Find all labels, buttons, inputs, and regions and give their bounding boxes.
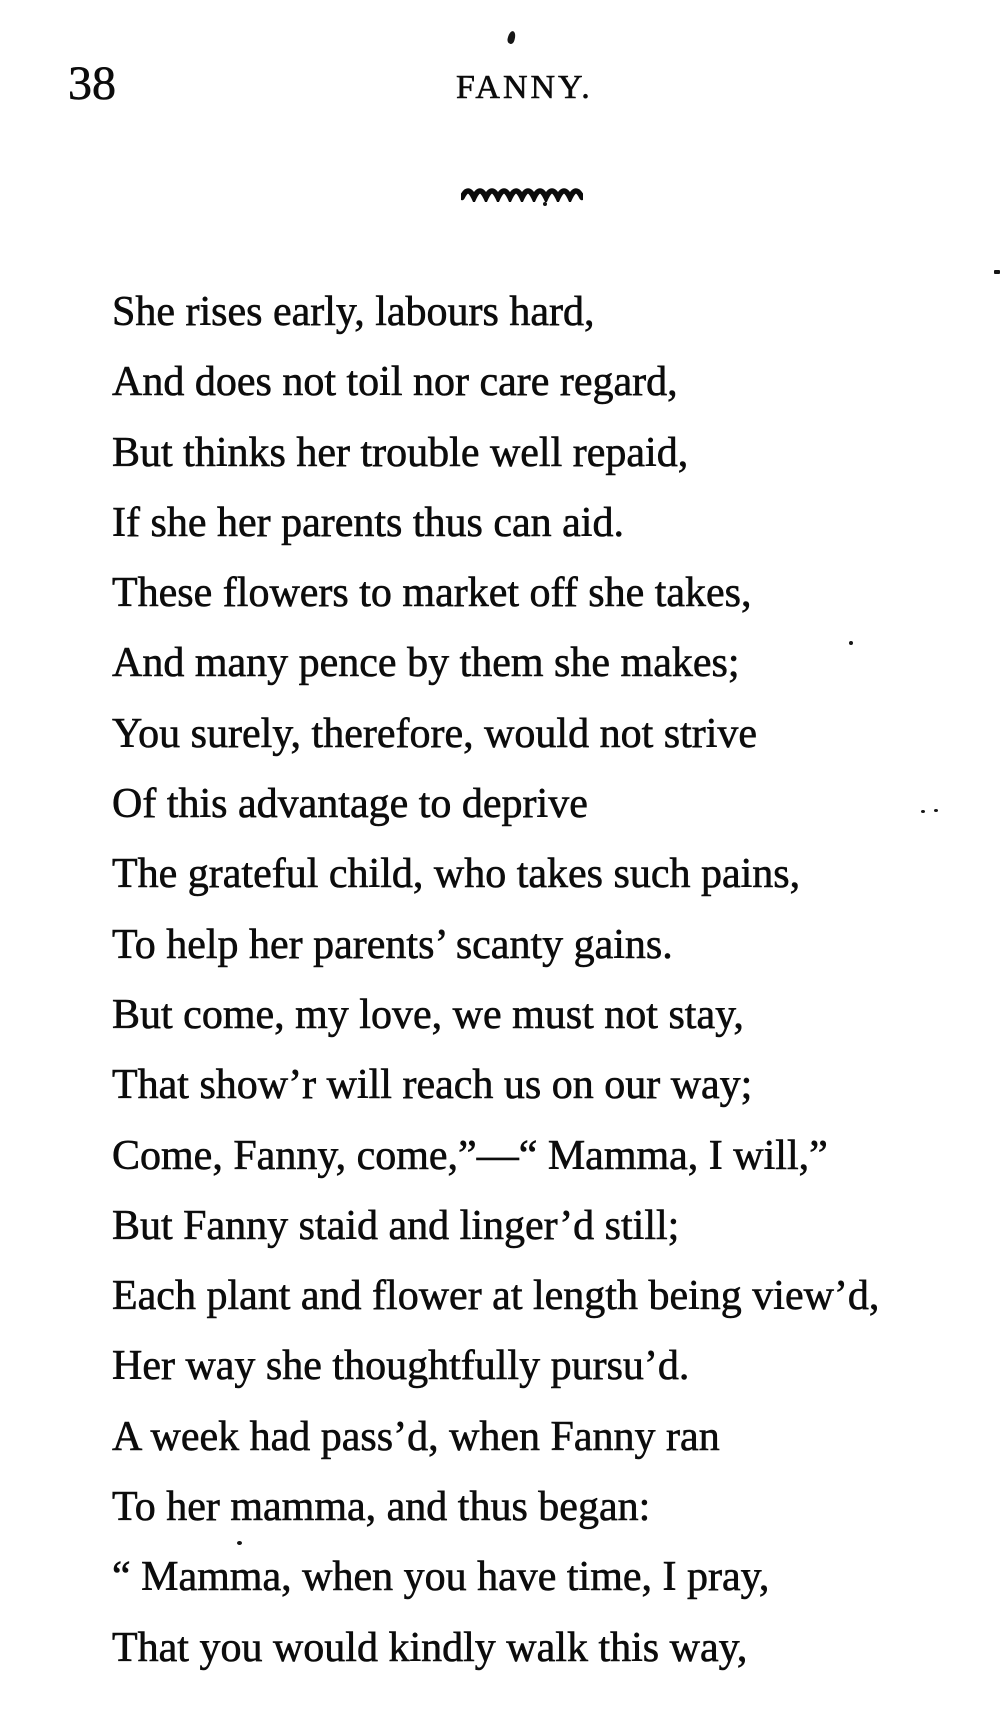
ink-speck xyxy=(543,202,547,206)
poem-line: That show’r will reach us on our way; xyxy=(112,1062,753,1109)
ink-speck xyxy=(994,270,1000,274)
poem-line: You surely, therefore, would not strive xyxy=(112,710,758,757)
ink-speck xyxy=(507,30,517,44)
poem-line: A week had pass’d, when Fanny ran xyxy=(112,1413,720,1460)
squiggle-rule-ornament xyxy=(461,184,583,202)
poem-line: She rises early, labours hard, xyxy=(112,289,595,335)
page-number: 38 xyxy=(68,57,116,110)
poem-line: And many pence by them she makes; xyxy=(112,640,740,687)
running-header: FANNY. xyxy=(456,69,593,106)
poem-line: But come, my love, we must not stay, xyxy=(112,991,744,1038)
poem-line: To her mamma, and thus began: xyxy=(112,1484,651,1531)
poem-line: “ Mamma, when you have time, I pray, xyxy=(112,1554,770,1601)
poem-line: But thinks her trouble well repaid, xyxy=(112,429,689,476)
poem-line: Come, Fanny, come,”—“ Mamma, I will,” xyxy=(112,1132,828,1179)
poem-line: That you would kindly walk this way, xyxy=(112,1624,748,1671)
ink-speck xyxy=(921,810,925,813)
ink-speck xyxy=(934,809,938,812)
poem-line: Her way she thoughtfully pursu’d. xyxy=(112,1343,690,1390)
poem xyxy=(112,277,879,1683)
poem-line: Of this advantage to deprive xyxy=(112,781,588,828)
poem-line: And does not toil nor care regard, xyxy=(112,359,678,406)
poem-line: To help her parents’ scanty gains. xyxy=(112,921,673,968)
poem-line: The grateful child, who takes such pains, xyxy=(112,851,801,898)
poem-line: Each plant and flower at length being view’d, xyxy=(112,1273,880,1320)
poem-line: These flowers to market off she takes, xyxy=(112,570,752,617)
poem-line: But Fanny staid and linger’d still; xyxy=(112,1202,680,1249)
poem-line: If she her parents thus can aid. xyxy=(112,499,624,546)
